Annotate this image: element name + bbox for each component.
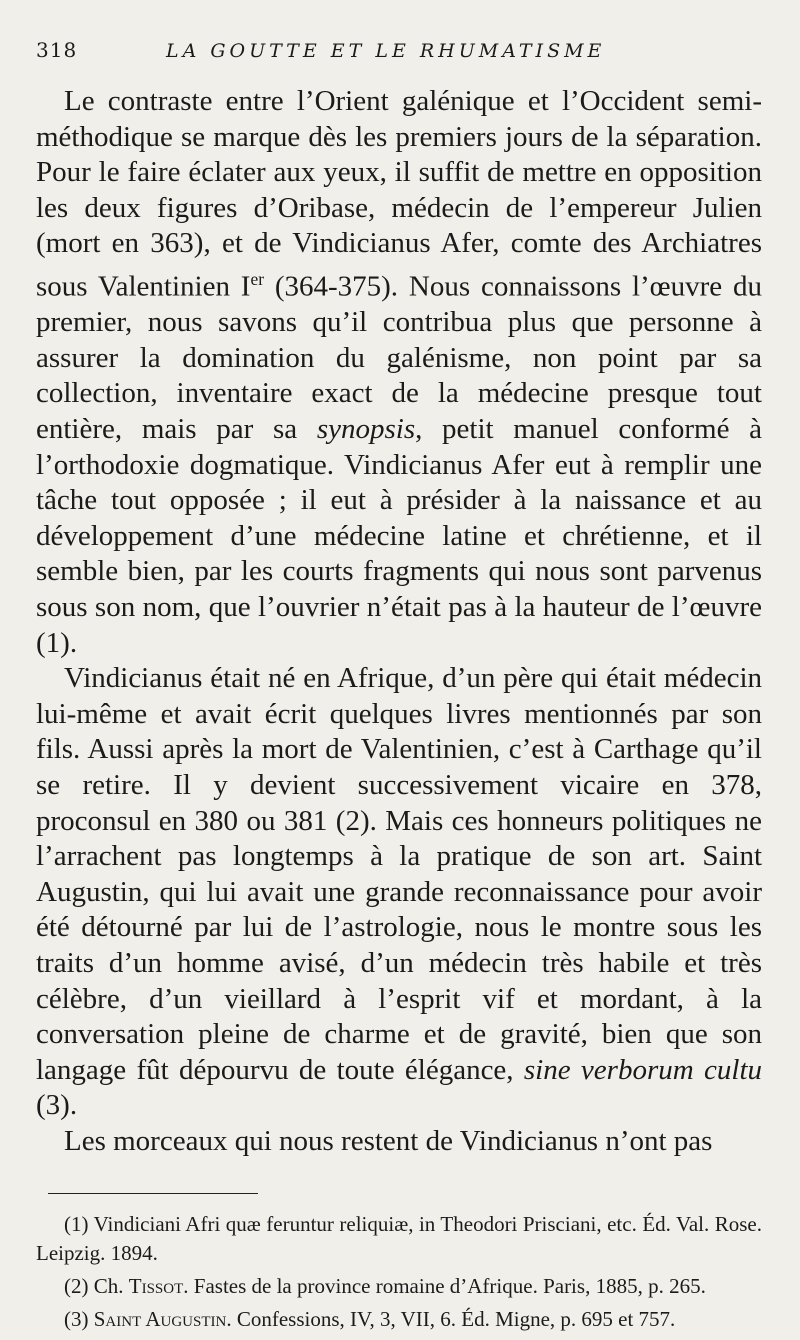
running-head: LA GOUTTE ET LE RHUMATISME [166, 40, 606, 62]
text-run: , petit manuel conformé à l’orthodoxie dogmatique. Vindicianus Afer eut à remplir une tâche tout opposée ; il eut à présider à la naissance et au développement d’une médecine latine et chrétienne, et il semble bien, par les courts fragments qui nous sont parvenus sous son nom, que l’ouvrier n’était pas à la hauteur de l’œuvre (1). [36, 413, 762, 659]
author-name: Tissot [128, 1274, 184, 1299]
text-run: (2) Ch. [64, 1274, 129, 1299]
body-text [36, 84, 762, 1159]
footnote [36, 1210, 762, 1268]
text-run: (1) Vindiciani Afri quæ feruntur reliquiæ, in Theodori Prisciani, etc. Éd. Val. Rose. Leipzig. 1894. [36, 1212, 762, 1266]
page-header [36, 38, 762, 78]
superscript: er [250, 268, 264, 289]
footnote [36, 1272, 762, 1301]
paragraph [36, 84, 762, 661]
footnote [36, 1305, 762, 1334]
italic-text: sine verborum cultu [523, 1053, 762, 1086]
text-run: . Fastes de la province romaine d’Afrique. Paris, 1885, p. 265. [183, 1274, 706, 1299]
paragraph [36, 661, 762, 1124]
author-name: Saint Augustin [93, 1307, 227, 1332]
text-run: (3) [64, 1307, 94, 1332]
page-number: 318 [36, 38, 78, 62]
paragraph [36, 1124, 762, 1160]
footnotes [36, 1210, 762, 1334]
text-run: (3). [36, 1089, 78, 1122]
italic-text: synopsis [316, 413, 416, 445]
text-run: Le contraste entre l’Orient galénique et l’Occident semi-méthodique se marque dès les premiers jours de la séparation. Pour le faire éclater aux yeux, il suffit de mettre en opposition les deux figures d’Oribase, médecin de l’empereur Julien (mort en 363), et de Vindicianus Afer, comte des Archiatres sous Valentinien I [36, 85, 762, 303]
text-run: Vindicianus était né en Afrique, d’un père qui était médecin lui-même et avait écrit quelques livres mentionnés par son fils. Aussi après la mort de Valentinien, c’est à Carthage qu’il se retire. Il y devient successivement vicaire en 378, proconsul en 380 ou 381 (2). Mais ces honneurs politiques ne l’arrachent pas longtemps à la pratique de son art. Saint Augustin, qui lui avait une grande reconnaissance pour avoir été détourné par lui de l’astrologie, nous le montre sous les traits d’un homme avisé, d’un médecin très habile et très célèbre, d’un vieillard à l’esprit vif et mordant, à la conversation pleine de charme et de gravité, bien que son langage fût dépourvu de toute élégance, [36, 662, 762, 1086]
footnote-rule [48, 1193, 258, 1194]
text-run: (364-375). Nous connaissons l’œuvre du premier, nous savons qu’il contribua plus que personne à assurer la domination du galénisme, non point par sa collection, inventaire exact de la médecine presque tout entière, mais par sa [36, 270, 762, 445]
text-run: . Confessions, IV, 3, VII, 6. Éd. Migne, p. 695 et 757. [226, 1307, 676, 1332]
text-run: Les morceaux qui nous restent de Vindicianus n’ont pas [64, 1124, 713, 1157]
